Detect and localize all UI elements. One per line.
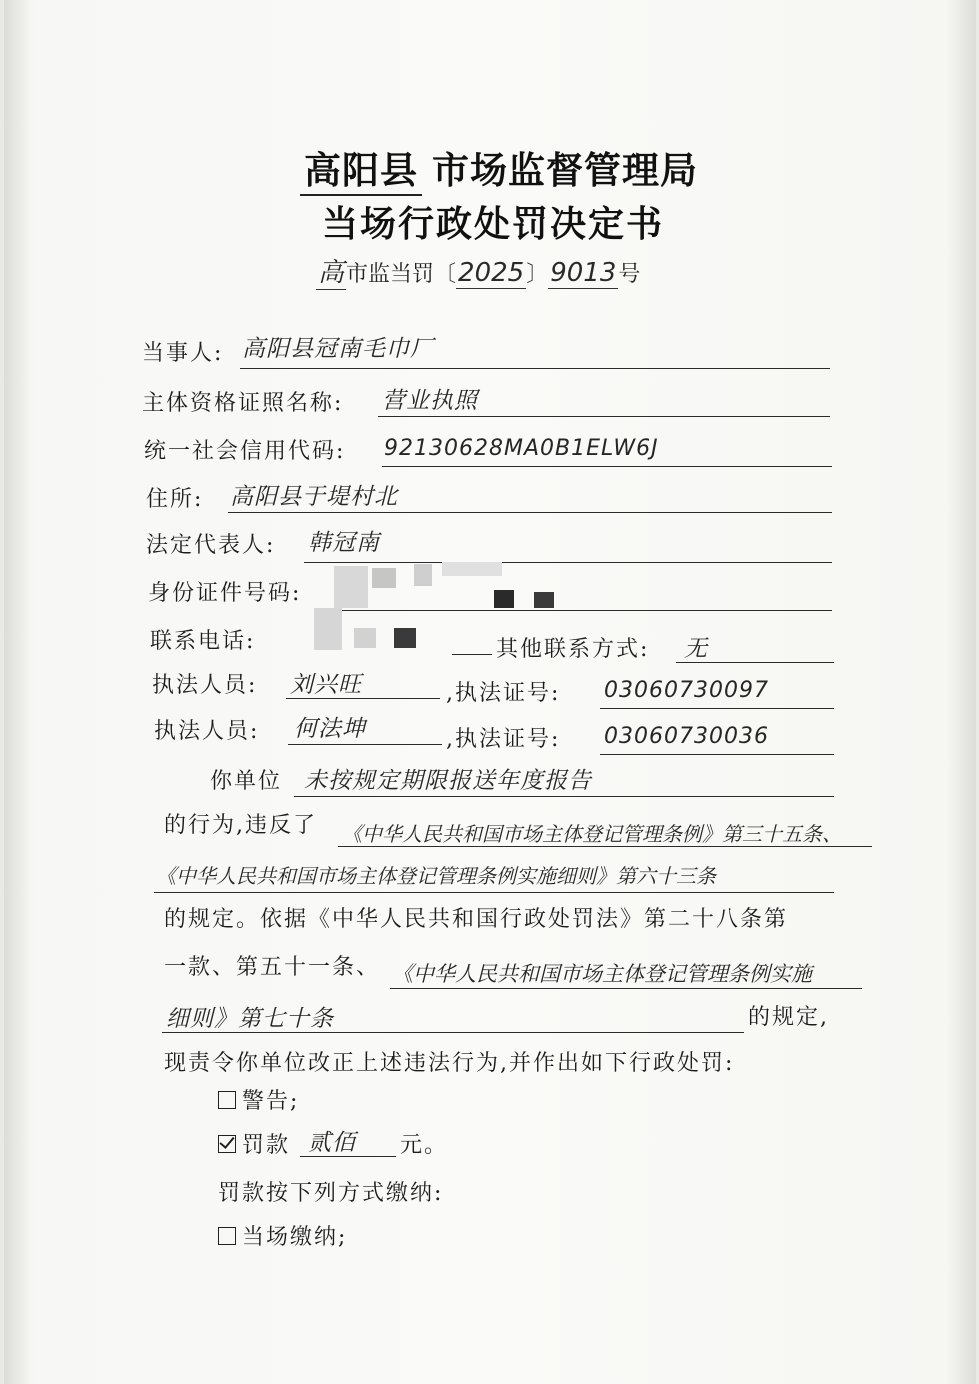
basis-suffix: 的规定, [748, 1005, 829, 1030]
basis-law-2: 细则》第七十条 [166, 1006, 334, 1032]
other-contact-value: 无 [684, 636, 708, 662]
address-underline [228, 512, 832, 513]
officer1-value: 刘兴旺 [290, 672, 362, 698]
officer1-label: 执法人员: [152, 673, 258, 698]
other-contact-underline [676, 662, 834, 663]
violated-law-2: 《中华人民共和国市场主体登记管理条例实施细则》第六十三条 [156, 864, 716, 888]
address-value: 高阳县于堤村北 [230, 484, 398, 510]
violation-text: 未按规定期限报送年度报告 [304, 768, 592, 794]
fine-checkbox[interactable] [218, 1135, 236, 1153]
phone-underline [452, 654, 492, 655]
officer2-underline [288, 744, 442, 745]
id-number-label: 身份证件号码: [148, 581, 302, 606]
representative-value: 韩冠南 [308, 530, 380, 556]
agency-name: 市场监督管理局 [432, 148, 698, 192]
officer2-value: 何法坤 [294, 716, 366, 742]
phone-redaction [308, 604, 448, 654]
fine-underline [300, 1156, 396, 1157]
violated-law-1-underline [338, 846, 872, 847]
fine-amount: 贰佰 [308, 1130, 356, 1156]
phone-label: 联系电话: [150, 629, 256, 654]
party-value: 高阳县冠南毛巾厂 [242, 336, 434, 362]
warning-option[interactable] [218, 1084, 299, 1115]
warning-checkbox[interactable] [218, 1091, 236, 1109]
document-number [316, 252, 640, 290]
credit-value: 92130628MA0B1ELW6J [384, 436, 659, 461]
county-name: 高阳县 [300, 140, 422, 196]
cert2-value: 03060730036 [604, 724, 769, 749]
payment-method-label: 罚款按下列方式缴纳: [218, 1181, 444, 1206]
doc-suffix: 号 [618, 262, 641, 287]
other-contact-label: 其他联系方式: [496, 637, 650, 662]
onsite-payment-checkbox[interactable] [218, 1227, 236, 1245]
basis-law-2-underline [162, 1032, 744, 1033]
violation-underline [294, 796, 834, 797]
doc-code: 市监当罚〔 [346, 262, 457, 287]
order-line: 现责令你单位改正上述违法行为,并作出如下行政处罚: [164, 1051, 735, 1076]
doc-code-close: 〕 [526, 262, 549, 287]
document-title: 当场行政处罚决定书 [322, 203, 665, 245]
officer1-underline [286, 698, 440, 699]
license-value: 营业执照 [382, 388, 478, 414]
warning-label: 警告; [242, 1089, 300, 1114]
violated-law-2-underline [154, 892, 834, 893]
cert2-underline [600, 754, 834, 755]
party-underline [240, 368, 830, 369]
id-redaction [322, 562, 562, 610]
behavior-prefix: 的行为,违反了 [164, 813, 317, 838]
cert1-value: 03060730097 [604, 678, 769, 703]
license-underline [378, 416, 830, 417]
doc-prefix: 高 [316, 252, 346, 290]
cert1-underline [600, 708, 834, 709]
unit-prefix: 你单位 [210, 769, 283, 794]
agency-title [300, 140, 698, 196]
representative-label: 法定代表人: [146, 533, 276, 558]
fine-option[interactable] [218, 1128, 290, 1159]
address-label: 住所: [146, 487, 204, 512]
basis-line: 的规定。依据《中华人民共和国行政处罚法》第二十八条第 [164, 907, 789, 932]
cert1-label: ,执法证号: [446, 681, 561, 706]
document-page [4, 0, 976, 1384]
fine-unit: 元。 [400, 1133, 449, 1158]
fine-label: 罚款 [242, 1133, 291, 1158]
doc-year: 2025 [458, 258, 525, 288]
credit-label: 统一社会信用代码: [144, 439, 346, 464]
onsite-payment-option[interactable] [218, 1220, 347, 1251]
party-label: 当事人: [142, 341, 224, 366]
officer2-label: 执法人员: [154, 719, 260, 744]
violated-law-1: 《中华人民共和国市场主体登记管理条例》第三十五条、 [342, 822, 842, 846]
doc-serial: 9013 [550, 258, 617, 288]
basis-law-1: 《中华人民共和国市场主体登记管理条例实施 [392, 962, 812, 986]
onsite-payment-label: 当场缴纳; [242, 1225, 348, 1250]
cert2-label: ,执法证号: [446, 727, 561, 752]
license-label: 主体资格证照名称: [142, 391, 344, 416]
credit-underline [382, 466, 832, 467]
basis-law-1-underline [390, 988, 862, 989]
basis-line2-prefix: 一款、第五十一条、 [164, 955, 381, 980]
